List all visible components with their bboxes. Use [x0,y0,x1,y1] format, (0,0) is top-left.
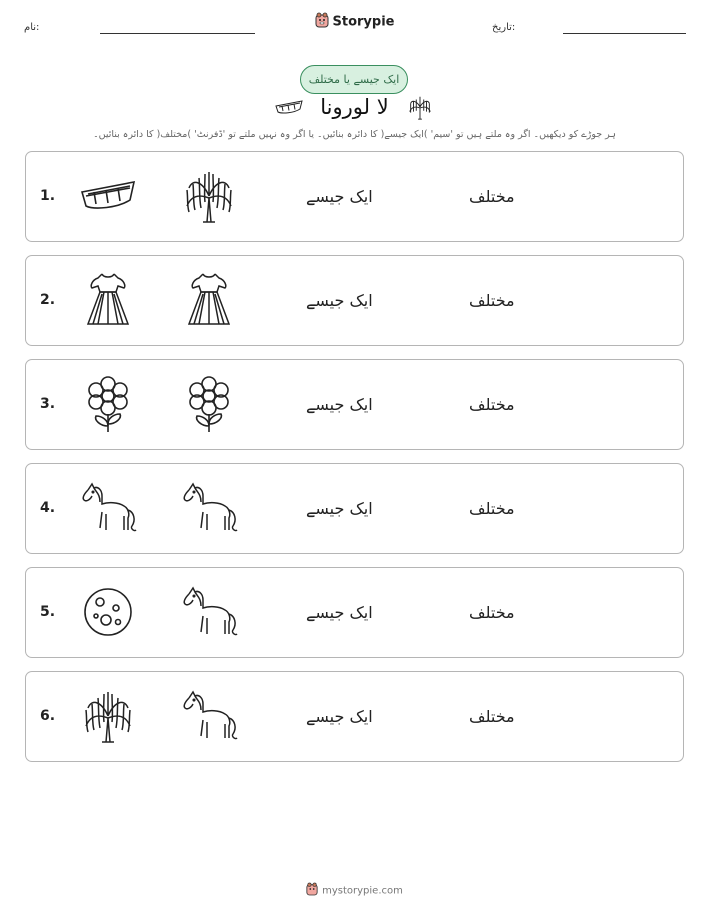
willow-tree-icon [179,166,239,226]
storypie-mascot-icon [315,12,329,32]
question-row [25,359,684,450]
question-row [25,671,684,762]
brand-logo [0,12,709,32]
date-write-line[interactable] [563,33,686,34]
same-option[interactable]: ایک جیسے [306,291,373,310]
same-option[interactable]: ایک جیسے [306,499,373,518]
horse-icon [78,478,138,538]
same-option[interactable]: ایک جیسے [306,603,373,622]
worksheet-badge: ایک جیسے یا مختلف [300,65,408,94]
boat-icon [274,97,304,121]
brand-name: Storypie [332,14,395,30]
different-option[interactable]: مختلف [469,291,515,310]
question-row [25,567,684,658]
willow-tree-icon [406,93,434,125]
boat-icon [78,166,138,226]
storypie-mascot-icon [306,882,318,899]
dress-icon [179,270,239,330]
worksheet-title: لا لورونا [320,95,389,119]
footer [0,882,709,899]
date-label: تاریخ: [492,22,516,33]
different-option[interactable]: مختلف [469,707,515,726]
same-option[interactable]: ایک جیسے [306,187,373,206]
question-row [25,463,684,554]
horse-icon [179,478,239,538]
same-option[interactable]: ایک جیسے [306,707,373,726]
different-option[interactable]: مختلف [469,395,515,414]
question-number: 5. [40,604,56,620]
moon-icon [78,582,138,642]
question-number: 1. [40,188,56,204]
name-write-line[interactable] [100,33,255,34]
name-label: نام: [24,22,40,33]
horse-icon [179,582,239,642]
flower-icon [78,374,138,434]
same-option[interactable]: ایک جیسے [306,395,373,414]
footer-site: mystorypie.com [322,885,403,897]
question-row [25,255,684,346]
dress-icon [78,270,138,330]
different-option[interactable]: مختلف [469,187,515,206]
instructions: ہر جوڑے کو دیکھیں۔ اگر وہ ملتے ہیں تو 'سیم' )ایک جیسے( کا دائرہ بنائیں۔ یا اگر وہ نہیں ملتے تو 'ڈفرنٹ' )مختلف( کا دائرہ بنائیں۔ [93,129,616,140]
question-row [25,151,684,242]
willow-tree-icon [78,686,138,746]
different-option[interactable]: مختلف [469,499,515,518]
flower-icon [179,374,239,434]
different-option[interactable]: مختلف [469,603,515,622]
question-number: 4. [40,500,56,516]
horse-icon [179,686,239,746]
question-number: 3. [40,396,56,412]
question-number: 6. [40,708,56,724]
question-number: 2. [40,292,56,308]
